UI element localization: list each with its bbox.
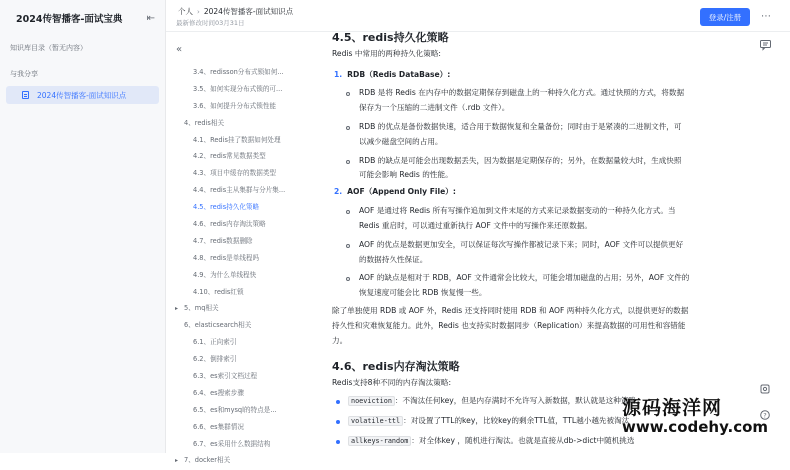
toc-item-label: 4.7、redis数据删除 [193, 236, 253, 245]
watermark-cn: 源码海洋网 [622, 397, 723, 419]
toc-item[interactable] [166, 452, 324, 469]
rdb-bullet-3-line-2: 可能会影响 Redis 的性能。 [359, 170, 453, 179]
toc-item-label: 3.6、如何提升分布式锁性能 [193, 101, 277, 110]
toc-item-label: 4.1、Redis挂了数据如何处理 [193, 135, 281, 144]
aof-bullet-2-line-2: 的数据持久性保证。 [359, 255, 428, 264]
list-number: 1. [334, 70, 343, 79]
bullet-icon [336, 440, 340, 444]
paragraph-eviction-intro: Redis支持8种不同的内存淘汰策略: [332, 378, 452, 387]
eviction-item-1 [348, 393, 644, 410]
document-icon [22, 91, 29, 99]
code-noeviction: noeviction [348, 396, 395, 406]
eviction-item-1-text: ：不淘汰任何key，但是内存满时不允许写入新数据，默认就是这种策略。 [394, 396, 644, 405]
code-volatile-ttl: volatile-ttl [348, 416, 403, 426]
toc-item[interactable] [166, 199, 324, 216]
comment-icon[interactable] [757, 40, 773, 56]
toc-item[interactable] [166, 132, 324, 149]
toc-item[interactable] [166, 334, 324, 351]
toc-item[interactable] [166, 419, 324, 436]
top-bar [166, 0, 790, 32]
toc-item-label: 4.9、为什么单线程快 [193, 270, 257, 279]
last-modified: 最新修改时间03月31日 [176, 19, 245, 27]
eviction-item-3 [348, 433, 634, 450]
toc-item-label: 6.5、es和mysql的特点是... [193, 405, 277, 414]
rdb-bullet-1-line-1: RDB 是将 Redis 在内存中的数据定期保存到磁盘上的一种持久化方式。通过快照的方式，将数据 [359, 88, 685, 97]
sidebar [0, 0, 166, 453]
summary-line-3: 力。 [332, 336, 348, 345]
aof-bullet-3-line-1: AOF 的缺点是相对于 RDB，AOF 文件通常会比较大，可能会增加磁盘的占用；另外，AOF 文件的 [359, 273, 690, 282]
eviction-item-2-text: ：对设置了TTL的key，比较key的剩余TTL值，TTL越小越先被淘汰 [403, 416, 630, 425]
toc-item[interactable] [166, 165, 324, 182]
code-allkeys-random: allkeys-random [348, 436, 411, 446]
toc-collapse-icon[interactable]: « [176, 44, 183, 55]
rdb-title: RDB（Redis DataBase）: [347, 70, 451, 79]
toc-item[interactable] [166, 284, 324, 301]
toc-item-label: 6.3、es索引文档过程 [193, 372, 258, 381]
toc-item-label: 4.10、redis红锁 [193, 287, 244, 296]
toc-item[interactable] [166, 216, 324, 233]
toc-item[interactable] [166, 115, 324, 132]
summary-line-1: 除了单独使用 RDB 或 AOF 外，Redis 还支持同时使用 RDB 和 AOF 两种持久化方式，以提供更好的数据 [332, 306, 689, 315]
toc-item-label: 6.7、es采用什么数据结构 [193, 439, 271, 448]
toc-item-label: 6.1、正向索引 [193, 338, 237, 347]
toc-item[interactable] [166, 368, 324, 385]
breadcrumb-home[interactable]: 个人 [178, 7, 193, 16]
menu-collapse-icon[interactable]: ⇤ [146, 12, 155, 24]
toc-item-label: 4.4、redis主从集群与分片集... [193, 186, 286, 195]
aof-title: AOF（Append Only File）: [347, 187, 456, 196]
login-button[interactable]: 登录/注册 [700, 8, 750, 26]
bullet-icon [336, 400, 340, 404]
chevron-right-icon: › [197, 7, 200, 16]
paragraph-intro: Redis 中常用的两种持久化策略: [332, 49, 441, 58]
toc-list [166, 64, 324, 469]
rdb-bullet-1-line-2: 保存为一个压缩的二进制文件（.rdb 文件）。 [359, 103, 510, 112]
bullet-icon [336, 420, 340, 424]
toc-item-label: 7、docker相关 [184, 456, 231, 465]
eviction-item-2 [348, 413, 629, 430]
bullet-icon [346, 244, 350, 248]
toc-item-label: 6、elasticsearch相关 [184, 321, 252, 330]
heading-eviction: 4.6、redis内存淘汰策略 [332, 360, 460, 373]
toc-item-label: 3.4、redisson分布式锁如何... [193, 68, 284, 76]
aof-bullet-1-line-2: Redis 重启时，可以通过重新执行 AOF 文件中的写操作来还原数据。 [359, 221, 592, 230]
aof-bullet-3-line-2: 恢复速度可能会比 RDB 恢复慢一些。 [359, 288, 487, 297]
toc-item[interactable] [166, 436, 324, 453]
toc-item-label: 4.3、项目中缓存的数据类型 [193, 169, 277, 178]
rdb-bullet-2-line-1: RDB 的优点是备份数据快速，适合用于数据恢复和全量备份；同时由于是紧凑的二进制文件，可 [359, 122, 682, 131]
space-title[interactable]: 2024传智播客-面试宝典 [16, 14, 123, 25]
toc-item[interactable] [166, 81, 324, 98]
toc-item[interactable] [166, 402, 324, 419]
sidebar-section-toc[interactable]: 知识库目录（暂无内容） [10, 44, 87, 52]
toc-item[interactable] [166, 233, 324, 250]
sidebar-header [0, 0, 165, 36]
sidebar-section-share[interactable]: 与我分享 [10, 70, 38, 78]
bullet-icon [346, 210, 350, 214]
toc-item-label: 4.6、redis内存淘汰策略 [193, 220, 266, 229]
toc-item[interactable] [166, 351, 324, 368]
heading-persistence: 4.5、redis持久化策略 [332, 31, 449, 44]
toc-item-label: 6.6、es集群情况 [193, 422, 244, 431]
toc-item-label: 4.2、redis常见数据类型 [193, 152, 266, 161]
chevron-right-icon[interactable]: ▸ [175, 305, 179, 313]
more-icon[interactable]: ⋯ [761, 11, 771, 22]
toc-item[interactable] [166, 267, 324, 284]
site-watermark [622, 393, 768, 436]
toc-item[interactable] [166, 250, 324, 267]
bullet-icon [346, 92, 350, 96]
toc-item[interactable] [166, 182, 324, 199]
toc-item[interactable] [166, 148, 324, 165]
toc-item-label: 4、redis相关 [184, 118, 225, 127]
toc-item[interactable] [166, 64, 324, 81]
rdb-bullet-2-line-2: 以减少磁盘空间的占用。 [359, 137, 443, 146]
chevron-right-icon[interactable]: ▸ [175, 457, 179, 465]
table-of-contents [166, 32, 324, 465]
toc-item[interactable] [166, 385, 324, 402]
toc-item[interactable] [166, 300, 324, 317]
breadcrumb-doc[interactable]: 2024传智播客-面试知识点 [203, 7, 294, 16]
bullet-icon [346, 277, 350, 281]
eviction-item-3-text: ：对全体key ，随机进行淘汰。也就是直接从db->dict中随机挑选 [411, 436, 635, 445]
rdb-bullet-3-line-1: RDB 的缺点是可能会出现数据丢失，因为数据是定期保存的；另外，在数据量较大时，生成快照 [359, 156, 682, 165]
breadcrumb [178, 6, 293, 17]
toc-item-label: 6.2、倒排索引 [193, 355, 237, 364]
list-item-rdb [334, 67, 450, 84]
toc-item[interactable] [166, 317, 324, 334]
bullet-icon [346, 160, 350, 164]
toc-item-label: 3.5、如何实现分布式锁的可... [193, 84, 283, 93]
list-item-aof [334, 184, 456, 201]
toc-item-label: 5、mq相关 [184, 304, 219, 313]
sidebar-item-active-doc[interactable] [6, 86, 159, 104]
toc-item-label: 4.5、redis持久化策略 [193, 203, 260, 212]
aof-bullet-2-line-1: AOF 的优点是数据更加安全，可以保证每次写操作都被记录下来；同时，AOF 文件可以提供更好 [359, 240, 684, 249]
aof-bullet-1-line-1: AOF 是通过将 Redis 所有写操作追加到文件末尾的方式来记录数据变动的一种持久化方式。当 [359, 206, 676, 215]
document-body [324, 32, 744, 453]
toc-item-label: 4.8、redis是单线程吗 [193, 253, 260, 262]
watermark-url: www.codehy.com [622, 418, 769, 436]
summary-line-2: 持久性和灾难恢复能力。此外，Redis 也支持实时数据同步（Replication）来提高数据的可用性和容错能 [332, 321, 686, 330]
list-number: 2. [334, 187, 343, 196]
bullet-icon [346, 126, 350, 130]
toc-item-label: 6.4、es搜索步骤 [193, 388, 244, 397]
toc-item[interactable] [166, 98, 324, 115]
svg-text:?: ? [763, 411, 767, 420]
sidebar-item-label: 2024传智播客-面试知识点 [37, 90, 127, 100]
